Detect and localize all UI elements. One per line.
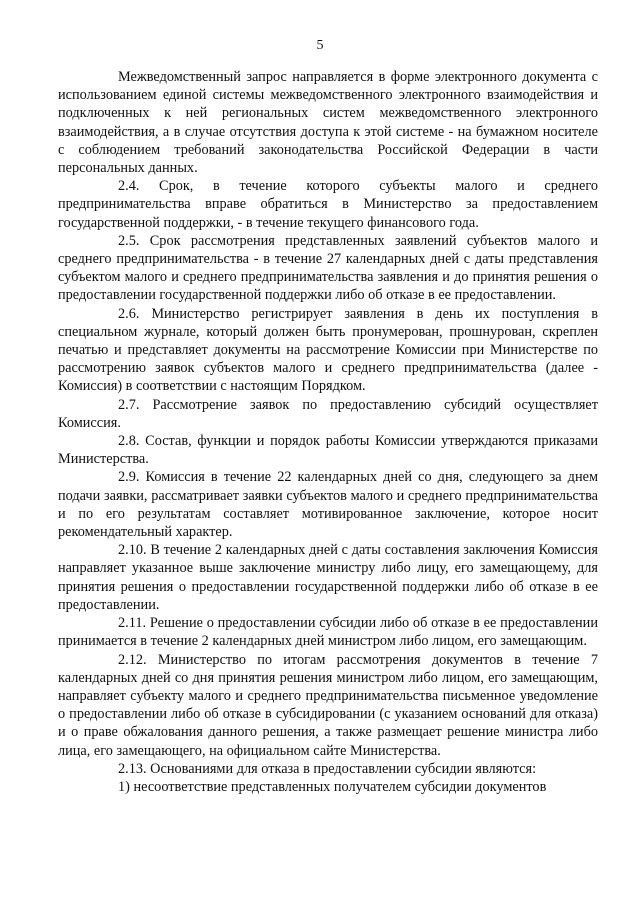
paragraph-2-4: 2.4. Срок, в течение которого субъекты малого и среднего предпринимательства вправе обратиться в Министерство за предоставлением государственной поддержки, - в течение текущего финансового года. xyxy=(58,178,598,231)
paragraph-2-7: 2.7. Рассмотрение заявок по предоставлению субсидий осуществляет Комиссия. xyxy=(58,396,598,431)
paragraph-2-10: 2.10. В течение 2 календарных дней с даты составления заключения Комиссия направляет указанное выше заключение министру либо лицу, его замещающему, для принятия решения о предоставлении государственной поддержки либо об отказе в ее предоставлении. xyxy=(58,542,598,613)
paragraph-2-6: 2.6. Министерство регистрирует заявления в день их поступления в специальном журнале, который должен быть пронумерован, прошнурован, скреплен печатью и представляет документы на рассмотрение Комиссии при Министерстве по рассмотрению заявок субъектов малого и среднего предпринимательства (далее - Комиссия) в соответствии с настоящим Порядком. xyxy=(58,305,598,395)
paragraph-2-5: 2.5. Срок рассмотрения представленных заявлений субъектов малого и среднего предпринимательства - в течение 27 календарных дней с даты представления субъектом малого и среднего предпринимательства заявления и до принятия решения о предоставлении государственной поддержки либо об отказе в ее предоставлении. xyxy=(58,232,598,304)
page-number: 5 xyxy=(316,38,324,53)
list-item-1: 1) несоответствие представленных получателем субсидии документов xyxy=(118,778,547,795)
paragraph-interagency-request: Межведомственный запрос направляется в форме электронного документа с использованием единой системы межведомственного электронного взаимодействия и подключенных к ней региональных систем межведомственного электронного взаимодействия, а в случае отсутствия доступа к этой системе - на бумажном носителе с соблюдением требований законодательства Российской Федерации в части персональных данных. xyxy=(58,69,598,177)
paragraph-2-13: 2.13. Основаниями для отказа в предоставлении субсидии являются: xyxy=(118,760,537,777)
document-body xyxy=(58,68,598,796)
paragraph-2-11: 2.11. Решение о предоставлении субсидии либо об отказе в ее предоставлении принимается в течение 2 календарных дней министром либо лицом, его замещающим. xyxy=(58,615,598,650)
paragraph-2-9: 2.9. Комиссия в течение 22 календарных дней со дня, следующего за днем подачи заявки, рассматривает заявки субъектов малого и среднего предпринимательства и по его результатам составляет мотивированное заключение, которое носит рекомендательный характер. xyxy=(58,469,598,541)
paragraph-2-8: 2.8. Состав, функции и порядок работы Комиссии утверждаются приказами Министерства. xyxy=(58,433,598,468)
paragraph-2-12: 2.12. Министерство по итогам рассмотрения документов в течение 7 календарных дней со дня принятия решения министром либо лицом, его замещающим, направляет субъекту малого и среднего предпринимательства письменное уведомление о предоставлении либо об отказе в субсидировании (с указанием оснований для отказа) и о праве обжалования данного решения, а также размещает решение министра либо лица, его замещающего, на официальном сайте Министерства. xyxy=(58,651,598,759)
